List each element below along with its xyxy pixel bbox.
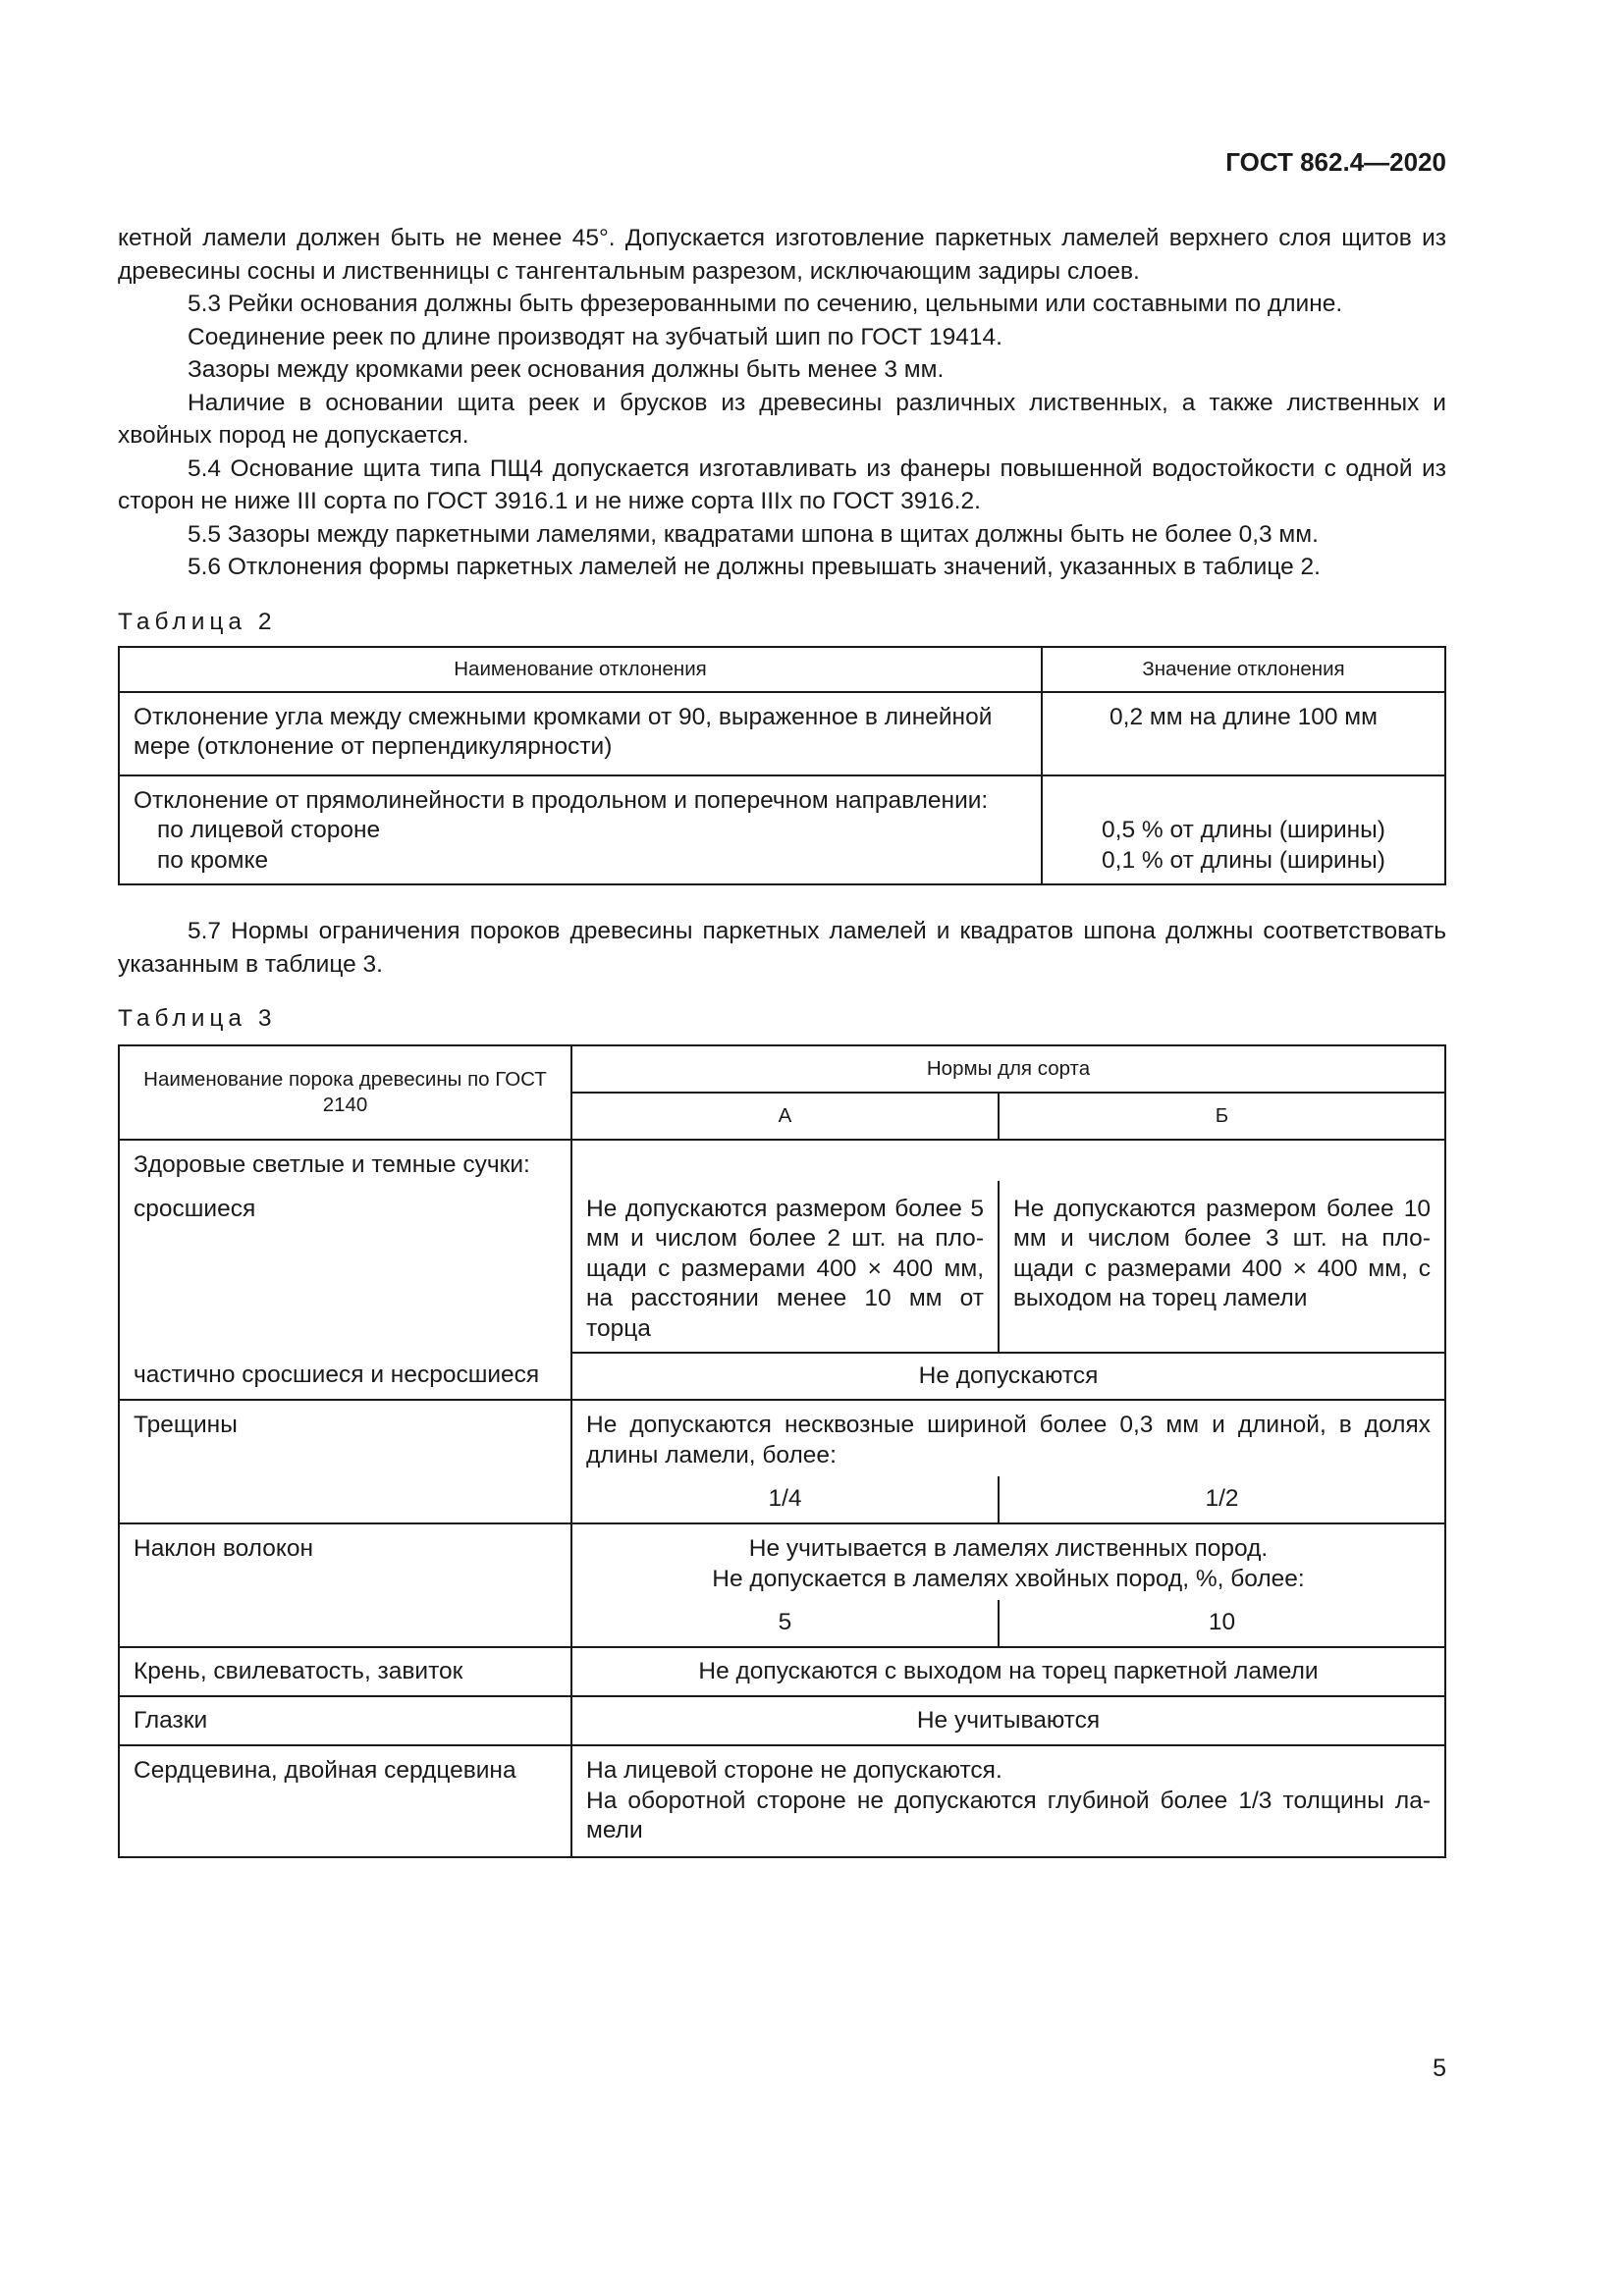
table-3-grain-line-1: Не учитывается в ламелях лиственных пород. bbox=[748, 1535, 1269, 1562]
document-header: ГОСТ 862.4—2020 bbox=[1225, 147, 1446, 177]
table-3-pith-line-1: На лицевой стороне не допускаются. bbox=[586, 1757, 1002, 1784]
table-3-eyes-text: Не учитываются bbox=[571, 1696, 1445, 1745]
table-3-knots-partial: частично сросшиеся и несросшиеся bbox=[119, 1353, 571, 1400]
table-2-header-name: Наименование отклонения bbox=[119, 647, 1042, 692]
table-3-header-norms: Нормы для сорта bbox=[571, 1045, 1445, 1093]
table-3-grain-a: 5 bbox=[778, 1609, 792, 1636]
table-2 bbox=[118, 646, 1446, 886]
table-2-row-1-name: Отклонение угла между смежными кромками от 90, выраженное в линейной мере (отклонение от перпендикулярности) bbox=[119, 692, 1042, 775]
table-2-row-2-value-1: 0,5 % от длины (ширины) bbox=[1102, 817, 1385, 843]
table-3-kren-name: Крень, свилеватость, завиток bbox=[119, 1647, 571, 1696]
paragraph-5-3: 5.3 Рейки основания должны быть фрезерованными по сечению, цельными или составными по длине. bbox=[188, 291, 1343, 317]
paragraph-5-6: 5.6 Отклонения формы паркетных ламелей не должны превышать значений, указанных в таблице 2. bbox=[188, 554, 1321, 580]
table-3-grain-line-2: Не допускается в ламелях хвойных пород, %, более: bbox=[712, 1565, 1305, 1592]
table-3-knots-partial-ab: Не допускаются bbox=[571, 1353, 1445, 1400]
table-3-grain-b: 10 bbox=[999, 1600, 1445, 1647]
paragraph: кетной ламели должен быть не менее 45°. Допускается изготовление паркетных ламелей верхнего слоя щитов из древесины сосны и лиственницы с тангентальным разрезом, исключающим задиры слоев. bbox=[118, 225, 1446, 285]
table-3-knots-fused-b: Не допускаются размером более 10 мм и числом более 3 шт. на площади с размерами 400 × 400 мм, с выходом на торец ламели bbox=[999, 1181, 1445, 1354]
table-3-header-b: Б bbox=[999, 1093, 1445, 1140]
table-3-cracks-b: 1/2 bbox=[999, 1476, 1445, 1523]
table-2-header-value: Значение отклонения bbox=[1042, 647, 1445, 692]
paragraph: Зазоры между кромками реек основания должны быть менее 3 мм. bbox=[188, 356, 945, 383]
table-3 bbox=[118, 1044, 1446, 1858]
table-3-pith-name: Сердцевина, двойная сердцевина bbox=[119, 1745, 571, 1857]
table-2-row-2-title: Отклонение от прямолинейности в продольном и поперечном направлении: bbox=[134, 786, 989, 814]
table-3-pith-text bbox=[571, 1745, 1445, 1857]
paragraph: Соединение реек по длине производят на зубчатый шип по ГОСТ 19414. bbox=[188, 323, 1002, 350]
table-2-row-2-values bbox=[1042, 775, 1445, 885]
table-2-row-2-sub-2: по кромке bbox=[157, 846, 269, 874]
table-3-pith-line-2: На оборотной стороне не допускаются глубиной более 1/3 толщины ламели bbox=[586, 1787, 1431, 1843]
paragraph: Наличие в основании щита реек и брусков из древесины различных лиственных, а также лиственных и хвойных пород не допускается. bbox=[118, 389, 1446, 449]
paragraph-5-7: 5.7 Нормы ограничения пороков древесины паркетных ламелей и квадратов шпона должны соответствовать указанным в таблице 3. bbox=[118, 918, 1446, 978]
page-number: 5 bbox=[1433, 2055, 1446, 2082]
table-2-row-1-value: 0,2 мм на длине 100 мм bbox=[1042, 692, 1445, 775]
table-2-row-2-sub-1: по лицевой стороне bbox=[157, 817, 381, 843]
table-3-knots-fused-a: Не допускаются размером более 5 мм и числом более 2 шт. на площади с размерами 400 × 400 мм, на расстоянии менее 10 мм от торца bbox=[586, 1195, 984, 1342]
table-3-cracks-a: 1/4 bbox=[768, 1485, 802, 1513]
table-3-grain-name: Наклон волокон bbox=[119, 1523, 571, 1647]
table-2-row-2-name bbox=[119, 775, 1042, 885]
table-3-header-a: А bbox=[571, 1093, 999, 1140]
table-3-header-name: Наименование порока древесины по ГОСТ 2140 bbox=[119, 1045, 571, 1140]
table-3-grain-text bbox=[571, 1523, 1445, 1600]
table-3-eyes-name: Глазки bbox=[119, 1696, 571, 1745]
table-3-cracks-name: Трещины bbox=[119, 1400, 571, 1523]
table-2-row-2-value-2: 0,1 % от длины (ширины) bbox=[1102, 846, 1385, 874]
table-3-kren-text: Не допускаются с выходом на торец паркетной ламели bbox=[571, 1647, 1445, 1696]
table-2-caption: Таблица 2 bbox=[118, 608, 277, 635]
table-3-knots-title: Здоровые светлые и темные сучки: bbox=[119, 1140, 571, 1181]
table-3-caption: Таблица 3 bbox=[118, 1005, 277, 1032]
table-3-knots-fused: сросшиеся bbox=[119, 1181, 571, 1354]
paragraph-5-4: 5.4 Основание щита типа ПЩ4 допускается изготавливать из фанеры повышенной водостойкости с одной из сторон не ниже III сорта по ГОСТ 3916.1 и не ниже сорта IIIх по ГОСТ 3916.2. bbox=[118, 454, 1446, 514]
paragraph-5-5: 5.5 Зазоры между паркетными ламелями, квадратами шпона в щитах должны быть не более 0,3 мм. bbox=[188, 520, 1319, 548]
page-content bbox=[118, 222, 1446, 1858]
table-3-cracks-text: Не допускаются несквозные шириной более 0,3 мм и длиной, в долях длины ламели, более: bbox=[571, 1400, 1445, 1476]
